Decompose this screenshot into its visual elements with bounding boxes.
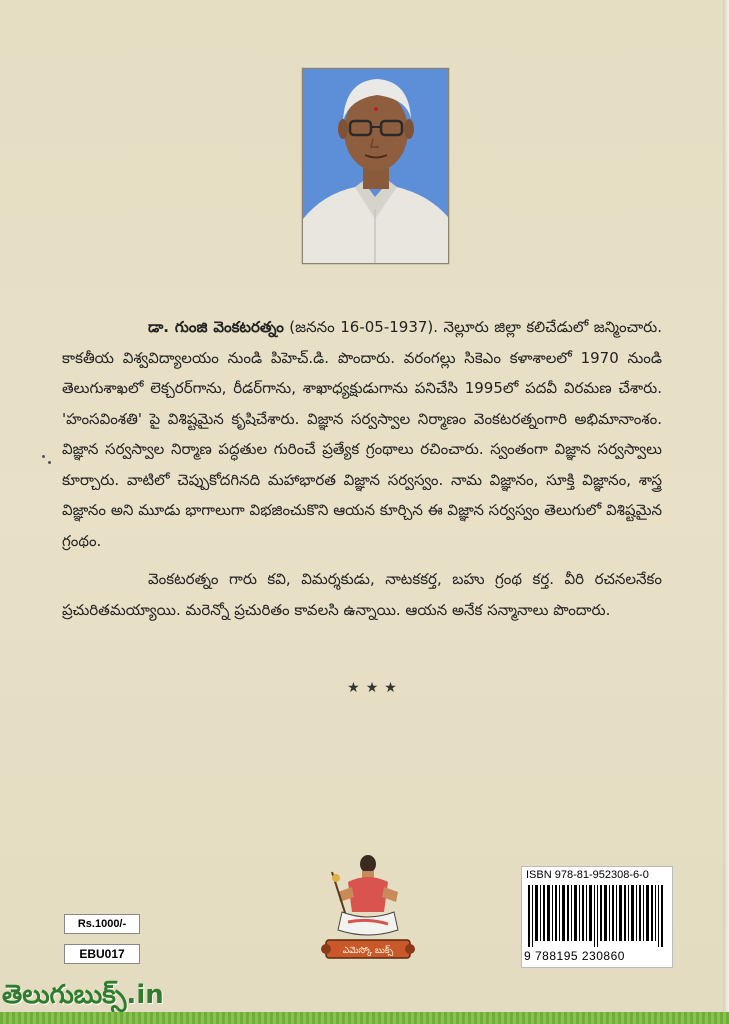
grass-decoration — [0, 1012, 729, 1024]
publisher-logo-label: ఎమెస్కో బుక్స్ — [342, 946, 394, 956]
isbn-digits: 9 788195 230860 — [524, 949, 625, 963]
author-portrait-illustration — [303, 69, 448, 263]
site-watermark: తెలుగుబుక్స్.in — [2, 980, 164, 1010]
author-photo — [302, 68, 449, 264]
speck — [48, 461, 51, 464]
publisher-logo — [318, 852, 418, 962]
author-bio — [62, 312, 662, 633]
saraswati-icon — [318, 852, 418, 962]
author-name: డా. గుంజి వెంకటరత్నం — [148, 318, 284, 336]
book-code: EBU017 — [64, 944, 140, 964]
bio-paragraph-1-text: (జననం 16-05-1937). నెల్లూరు జిల్లా కలిచేడులో జన్మించారు. కాకతీయ విశ్వవిద్యాలయం నుండి పిహెచ్.డి. పొందారు. వరంగల్లు సికెఎం కళాశాలలో 1970 నుండి తెలుగుశాఖలో లెక్చరర్‌గాను, రీడర్‌గాను, శాఖాధ్యక్షుడుగాను పనిచేసి 1995లో పదవీ విరమణ చేశారు. 'హంసవింశతి' పై విశిష్టమైన కృషిచేశారు. విజ్ఞాన సర్వస్వాల నిర్మాణం వెంకటరత్నంగారి అభిమానాంశం. విజ్ఞాన సర్వస్వాల నిర్మాణ పద్ధతుల గురించే ప్రత్యేక గ్రంథాలు రచించారు. స్వంతంగా విజ్ఞాన సర్వస్వాలు కూర్చారు. వాటిలో చెప్పుకోదగినది మహాభారత విజ్ఞాన సర్వస్వం. నామ విజ్ఞానం, సూక్తి విజ్ఞానం, శాస్త్ర విజ్ఞానం అని మూడు భాగాలుగా విభజించుకొని ఆయన కూర్చిన ఈ విజ్ఞాన సర్వస్వం తెలుగులో విశిష్టమైన గ్రంథం. — [62, 318, 663, 550]
barcode-icon — [528, 885, 666, 947]
price-tag: Rs.1000/- — [64, 914, 140, 934]
isbn-barcode — [521, 866, 673, 968]
page-edge — [723, 0, 729, 1024]
bio-paragraph-1 — [62, 312, 662, 556]
isbn-label: ISBN 978-81-952308-6-0 — [526, 869, 649, 881]
bio-paragraph-2: వెంకటరత్నం గారు కవి, విమర్శకుడు, నాటకకర్త, బహు గ్రంథ కర్త. వీరి రచనలనేకం ప్రచురితమయ్యాయి. మరెన్నో ప్రచురితం కావలసి ఉన్నాయి. ఆయన అనేక సన్మానాలు పొందారు. — [62, 570, 662, 619]
speck — [42, 455, 45, 458]
section-ornament: ★★★ — [347, 680, 403, 696]
